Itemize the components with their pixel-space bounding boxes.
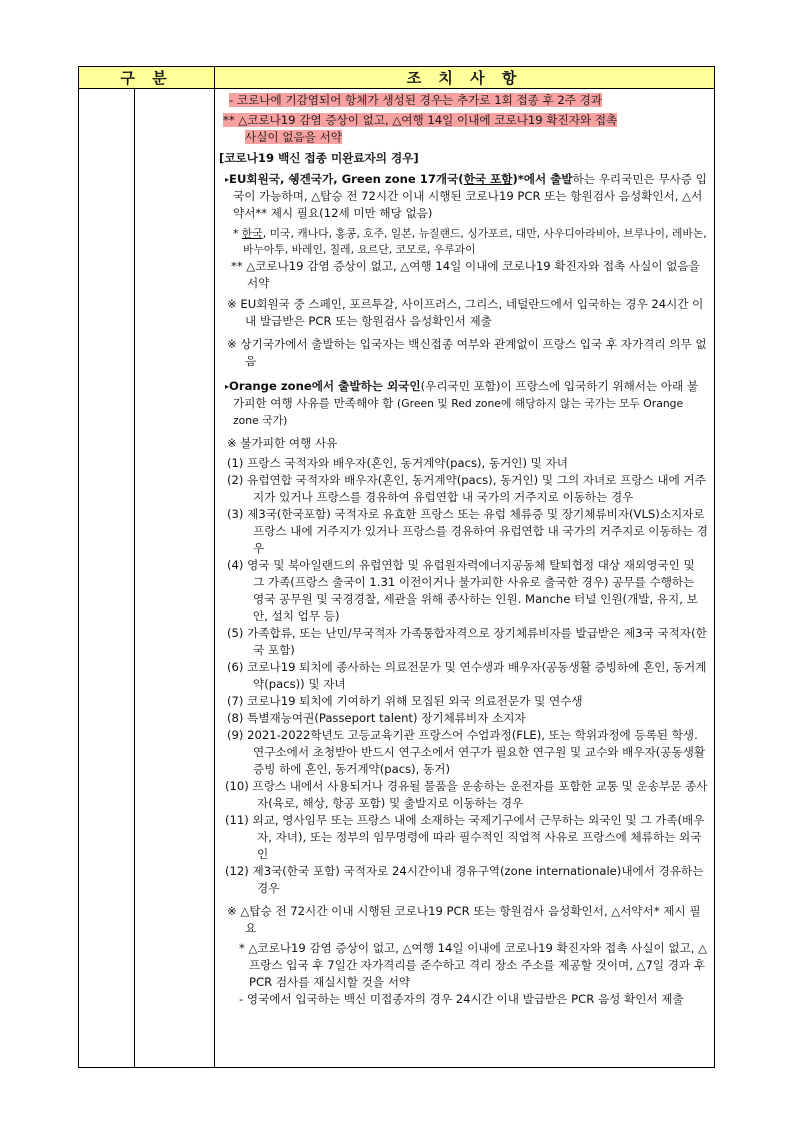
header-measures: 조 치 사 항 <box>215 67 715 89</box>
list-item: (3) 제3국(한국포함) 국적자로 유효한 프랑스 또는 유럽 체류증 및 장기체류비자(VLS)소지자로 프랑스 내에 거주지가 있거나 프랑스를 경유하여 유럽연합 내 국가의 거주지로 이동하는 경우 <box>227 507 708 555</box>
orange-rest: (우리국민 포함)이 프랑스에 입국하기 위해서는 아래 불가피한 여행 사유를 만족해야 함 <box>233 379 699 410</box>
orange-zone-note: (Green 및 Red zone에 해당하지 않는 국가는 모두 Orange zone 국가) <box>233 397 684 427</box>
measures-table <box>78 66 715 1068</box>
highlight-text: ** △코로나19 감염 증상이 없고, △여행 14일 이내에 코로나19 확진자와 접촉 <box>223 113 618 127</box>
reason-list <box>219 455 708 897</box>
eu-bold-a: EU회원국, 쉥겐국가, Green zone 17개국( <box>229 172 464 186</box>
eu-bold-korea: 한국 포함 <box>463 172 513 186</box>
page <box>78 66 715 1072</box>
list-item: (6) 코로나19 퇴치에 종사하는 의료전문가 및 연수생과 배우자(공동생활 증빙하에 혼인, 동거계약(pacs)) 및 자녀 <box>227 660 707 691</box>
top-note-1 <box>219 92 708 109</box>
eu-paragraph <box>219 171 708 222</box>
list-item: (2) 유럽연합 국적자와 배우자(혼인, 동거계약(pacs), 동거인) 및 그의 자녀로 프랑스 내에 거주지가 있거나 프랑스를 경유하여 유럽연합 내 국가의 거주지로 이동하는 경우 <box>227 473 706 504</box>
category-cell-1 <box>79 89 135 1068</box>
list-item: (10) 프랑스 내에서 사용되거나 경유될 물품을 운송하는 운전자를 포함한 교통 및 운송부문 종사자(육로, 해상, 항공 포함) 및 출발지로 이동하는 경우 <box>225 779 708 810</box>
orange-bold: Orange zone에서 출발하는 외국인 <box>229 379 421 393</box>
note-marker: * <box>233 227 242 240</box>
highlight-text: 사실이 없음을 서약 <box>245 130 342 144</box>
list-item: (5) 가족합류, 또는 난민/무국적자 가족통합자격으로 장기체류비자를 발급받은 제3국 국적자(한국 포함) <box>227 626 707 657</box>
eu-rest: 하는 우리국민은 무사증 입국이 가능하며, △탑승 전 72시간 이내 시행된 코로나19 PCR 또는 항원검사 음성확인서, △서약서** 제시 필요(12세 미만 해당 없음) <box>233 172 707 220</box>
list-item: (9) 2021-2022학년도 고등교육기관 프랑스어 수업과정(FLE), 또는 학위과정에 등록된 학생. 연구소에서 초청받아 반드시 연구소에서 연구가 필요한 연구원 및 교수와 배우자(공동생활 증빙 하에 혼인, 동거계약(pacs), 동거) <box>227 728 706 776</box>
bullet-triangle-icon: ▸ <box>225 382 230 391</box>
orange-paragraph <box>219 378 708 429</box>
eu-note-quarantine: ※ 상기국가에서 출발하는 입국자는 백신접종 여부와 관계없이 프랑스 입국 후 자가격리 의무 없음 <box>227 337 707 368</box>
list-item: (1) 프랑스 국적자와 배우자(혼인, 동거계약(pacs), 동거인) 및 자녀 <box>227 456 568 470</box>
bullet-triangle-icon: ▸ <box>225 175 230 184</box>
reason-title: ※ 불가피한 여행 사유 <box>227 436 338 450</box>
eu-note-pledge: ** △코로나19 감염 증상이 없고, △여행 14일 이내에 코로나19 확진자와 접촉 사실이 없음을 서약 <box>231 259 700 290</box>
orange-requirement: ※ △탑승 전 72시간 이내 시행된 코로나19 PCR 또는 항원검사 음성확인서, △서약서* 제시 필요 <box>227 904 701 935</box>
top-note-2 <box>219 112 708 146</box>
eu-note-pcr: ※ EU회원국 중 스페인, 포르투갈, 사이프러스, 그리스, 네덜란드에서 입국하는 경우 24시간 이내 발급받은 PCR 또는 항원검사 음성확인서 제출 <box>227 297 704 328</box>
header-category: 구 분 <box>79 67 215 89</box>
list-item: (11) 외교, 영사임무 또는 프랑스 내에 소재하는 국제기구에서 근무하는 외국인 및 그 가족(배우자, 자녀), 또는 정부의 임무명령에 따라 필수적인 직업적 사유로 프랑스에 체류하는 외국인 <box>225 813 705 861</box>
eu-note-countries <box>219 226 708 258</box>
list-item: (7) 코로나19 퇴치에 기여하기 위해 모집된 외국 의료전문가 및 연수생 <box>227 694 583 708</box>
note-korea: 한국 <box>241 227 263 240</box>
table-row <box>79 89 715 1068</box>
list-item: (8) 특별재능여권(Passeport talent) 장기체류비자 소지자 <box>227 711 526 725</box>
uk-note: - 영국에서 입국하는 백신 미접종자의 경우 24시간 이내 발급받은 PCR 음성 확인서 제출 <box>239 992 684 1006</box>
eu-bold-b: )*에서 출발 <box>512 172 573 186</box>
note-country-list: , 미국, 캐나다, 홍콩, 호주, 일본, 뉴질랜드, 싱가포르, 대만, 사우디아라비아, 브루나이, 레바논, 바누아투, 바레인, 칠레, 요르단, 코모로, 우루과이 <box>243 227 707 256</box>
orange-requirement-note: * △코로나19 감염 증상이 없고, △여행 14일 이내에 코로나19 확진자와 접촉 사실이 없고, △프랑스 입국 후 7일간 자가격리를 준수하고 격리 장소 주소를 제공할 것이며, △7일 경과 후 PCR 검사를 재실시할 것을 서약 <box>239 941 708 989</box>
list-item: (12) 제3국(한국 포함) 국적자로 24시간이내 경유구역(zone internationale)내에서 경유하는 경우 <box>225 864 704 895</box>
highlight-text: - 코로나에 기감염되어 항체가 생성된 경우는 추가로 1회 접종 후 2주 경과 <box>229 93 603 107</box>
measures-cell <box>215 89 715 1068</box>
category-cell-2 <box>135 89 215 1068</box>
table-header <box>79 67 715 89</box>
list-item: (4) 영국 및 북아일랜드의 유럽연합 및 유럽원자력에너지공동체 탈퇴협정 대상 재외영국인 및 그 가족(프랑스 출국이 1.31 이전이거나 불가피한 사유로 출국한 경우) 공무를 수행하는 영국 공무원 및 국경경찰, 세관을 위해 종사하는 인원. Manche 터널 인원(개발, 유지, 보안, 설치 업무 등) <box>227 558 698 623</box>
section-title: [코로나19 백신 접종 미완료자의 경우] <box>219 151 419 165</box>
